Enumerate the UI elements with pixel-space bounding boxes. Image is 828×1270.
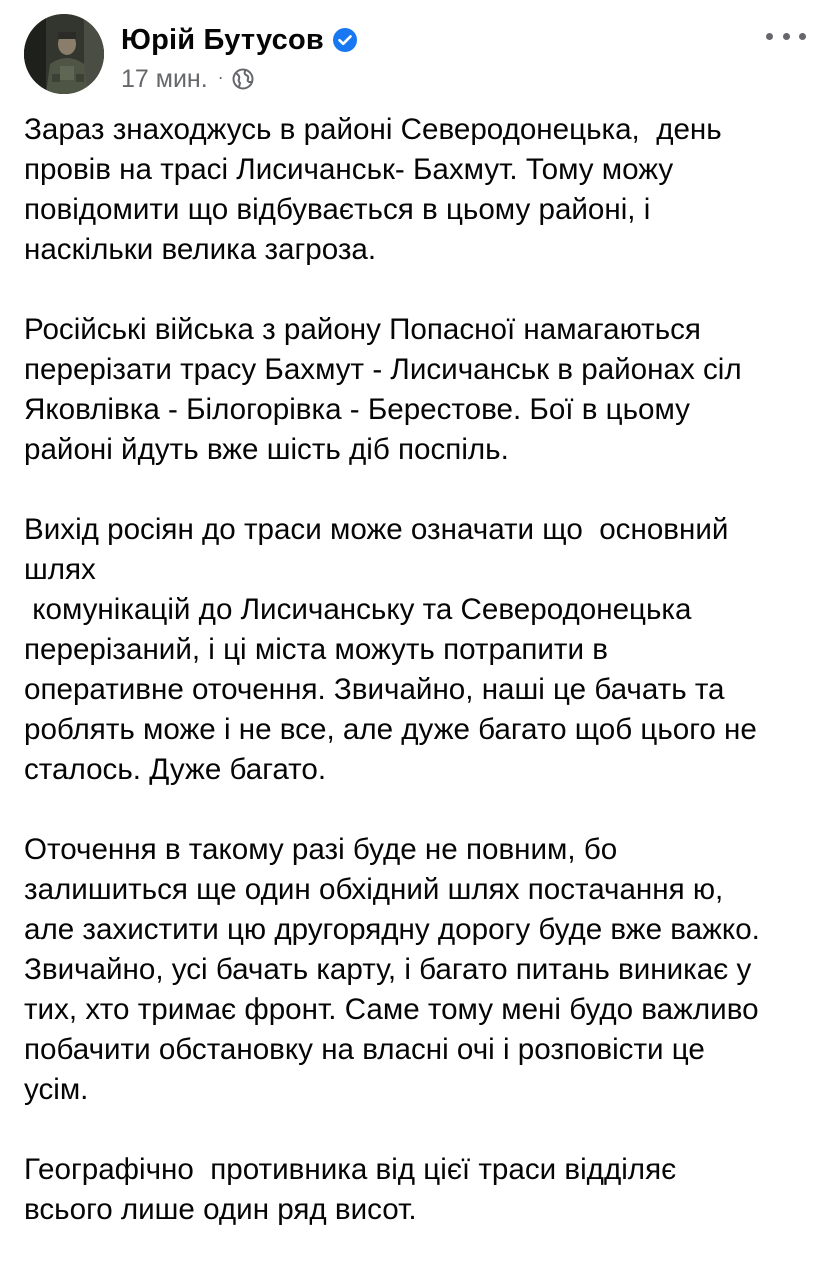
post-header [24,14,808,94]
globe-icon[interactable] [232,68,254,90]
text-line: провів на трасі Лисичанськ- Бахмут. Тому можу [24,153,674,186]
avatar-photo [24,14,104,94]
text-line: роблять може і не все, але дуже багато щоб цього не [24,713,757,746]
more-dot [783,33,790,40]
author-avatar[interactable] [24,14,104,94]
text-line: сталось. Дуже багато. [24,753,327,786]
text-line: Вихід росіян до траси може означати що основний [24,513,729,546]
post-body [24,110,808,1270]
text-line: Яковлівка - Білогорівка - Берестове. Бої в цьому [24,393,690,426]
text-line: тих, хто тримає фронт. Саме тому мені будо важливо [24,993,759,1026]
post-timestamp[interactable]: 17 мин. [121,64,208,93]
more-dot [799,33,806,40]
more-dot [766,33,773,40]
text-line: оперативне оточення. Звичайно, наші це бачать та [24,673,725,706]
text-line: повідомити що відбувається в цьому районі, і [24,193,651,226]
text-line: районі йдуть вже шість діб поспіль. [24,433,509,466]
text-line: Зараз знаходжусь в районі Северодонецька, день [24,113,722,146]
author-line [121,22,358,58]
post-paragraph-5 [24,1150,808,1230]
text-line: всього лише один ряд висот. [24,1193,417,1226]
text-line: усім. [24,1073,89,1106]
author-name[interactable]: Юрій Бутусов [121,23,324,56]
more-options-icon[interactable] [766,28,806,44]
text-line: Російські війська з району Попасної намагаються [24,313,701,346]
text-line: перерізати трасу Бахмут - Лисичанськ в районах сіл [24,353,742,386]
text-line: комунікацій до Лисичанську та Северодонецька [24,593,692,626]
text-line: побачити обстановку на власні очі і розповісти це [24,1033,705,1066]
text-line: наскільки велика загроза. [24,233,377,266]
text-line: але захистити цю другорядну дорогу буде вже важко. [24,913,760,946]
text-line: шлях [24,553,96,586]
post-meta [121,64,254,94]
post-paragraph-3 [24,510,808,790]
verified-badge-icon [332,27,358,53]
text-line: залишиться ще один обхідний шлях постачання ю, [24,873,724,906]
post-paragraph-1 [24,110,808,270]
text-line: Звичайно, усі бачать карту, і багато питань виникає у [24,953,752,986]
post-paragraph-4 [24,830,808,1110]
text-line: Географічно противника від цієї траси відділяє [24,1153,677,1186]
text-line: перерізаний, і ці міста можуть потрапити в [24,633,608,666]
post-paragraph-2 [24,310,808,470]
text-line: Оточення в такому разі буде не повним, бо [24,833,618,866]
meta-separator: · [217,66,224,87]
